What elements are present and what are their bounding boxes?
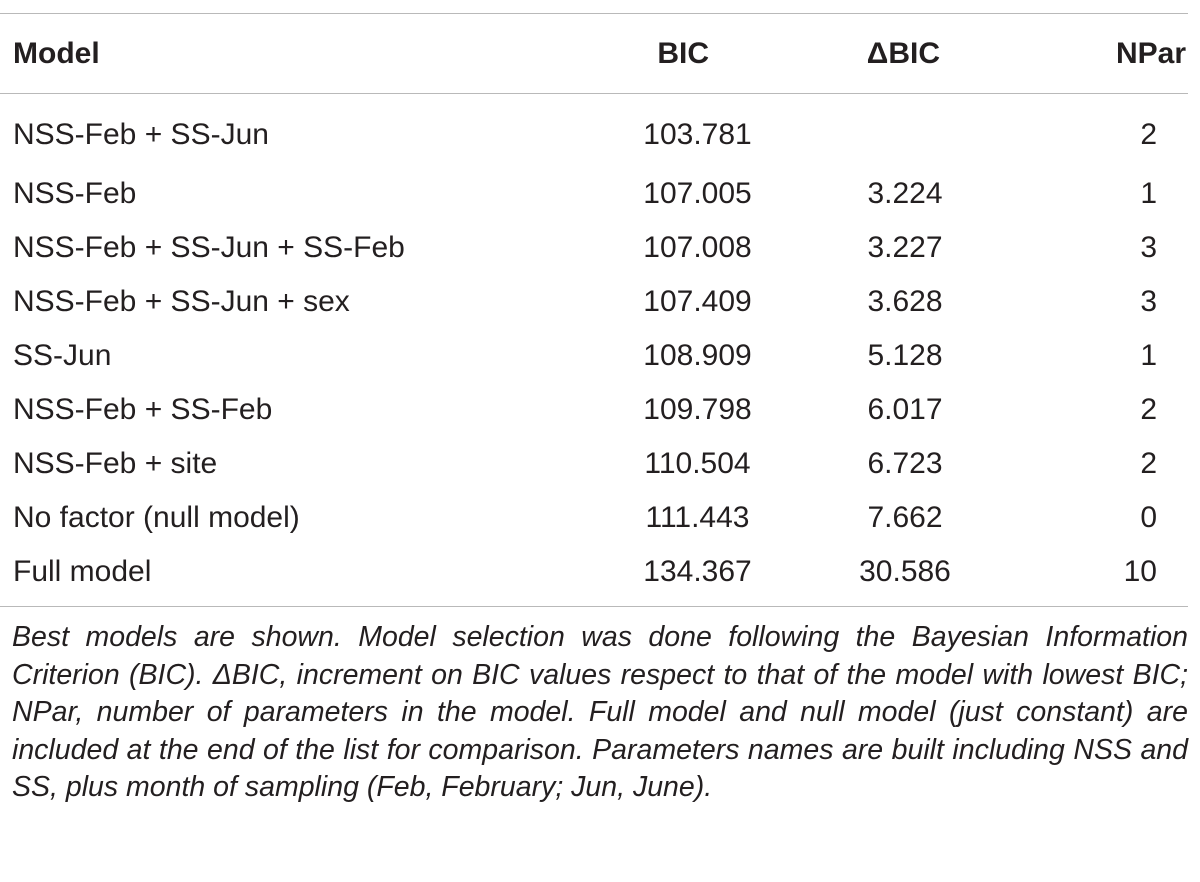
cell-bic: 109.798 (643, 393, 752, 426)
cell-model: Full model (13, 555, 152, 588)
table-row (0, 221, 1188, 275)
table-row (0, 491, 1188, 545)
table-row (0, 329, 1188, 383)
cell-npar: 0 (1140, 501, 1157, 534)
cell-bic: 107.008 (643, 231, 752, 264)
cell-model: NSS-Feb + SS-Jun (13, 118, 269, 151)
cell-delta-bic (765, 93, 1015, 167)
cell-npar: 2 (1140, 118, 1157, 151)
cell-delta-bic: 6.017 (867, 393, 943, 426)
cell-bic: 111.443 (645, 501, 750, 534)
cell-model: NSS-Feb + SS-Jun + sex (13, 285, 350, 318)
cell-bic: 108.909 (643, 339, 752, 372)
cell-npar: 2 (1140, 393, 1157, 426)
cell-npar: 10 (1123, 555, 1157, 588)
header-delta-bic: ΔBIC (866, 36, 940, 70)
cell-bic: 110.504 (644, 447, 751, 480)
cell-delta-bic: 5.128 (867, 339, 943, 372)
table-footnote: Best models are shown. Model selection was done following the Bayesian Information Criterion (BIC). ΔBIC, increment on BIC values respect to that of the model with lowest BIC; NPar, number of parameters in the model. Full model and null model (just constant) are included at the end of the list for comparison. Parameters names are built including NSS and SS, plus month of sampling (Feb, February; Jun, June). (12, 621, 1188, 804)
cell-delta-bic: 3.224 (867, 177, 943, 210)
cell-delta-bic: 3.227 (867, 231, 943, 264)
cell-npar: 2 (1140, 447, 1157, 480)
table-bottom-rule (0, 606, 1188, 607)
table-row (0, 167, 1188, 221)
cell-bic: 103.781 (643, 118, 752, 151)
table-header (0, 14, 1188, 93)
cell-npar: 1 (1140, 177, 1157, 210)
header-npar: NPar (1115, 36, 1186, 70)
cell-delta-bic: 30.586 (859, 555, 951, 588)
cell-model: SS-Jun (13, 339, 112, 372)
cell-npar: 1 (1140, 339, 1157, 372)
table-row (0, 437, 1188, 491)
table-row (0, 545, 1188, 599)
cell-npar: 3 (1140, 231, 1157, 264)
header-bic: BIC (657, 36, 709, 70)
cell-bic: 107.409 (643, 285, 752, 318)
cell-delta-bic: 7.662 (867, 501, 943, 534)
cell-delta-bic: 6.723 (867, 447, 943, 480)
cell-delta-bic: 3.628 (867, 285, 943, 318)
cell-bic: 107.005 (643, 177, 752, 210)
header-row (0, 14, 1188, 93)
cell-model: NSS-Feb + SS-Jun + SS-Feb (13, 231, 405, 264)
cell-bic: 134.367 (643, 555, 752, 588)
cell-npar: 3 (1140, 285, 1157, 318)
table-body (0, 93, 1188, 599)
model-selection-table (0, 14, 1188, 599)
cell-model: NSS-Feb + site (13, 447, 218, 480)
header-model: Model (13, 36, 100, 70)
cell-model: No factor (null model) (13, 501, 300, 534)
cell-model: NSS-Feb + SS-Feb (13, 393, 273, 426)
cell-model: NSS-Feb (13, 177, 137, 210)
table-row (0, 383, 1188, 437)
table-row (0, 275, 1188, 329)
table-row (0, 93, 1188, 167)
